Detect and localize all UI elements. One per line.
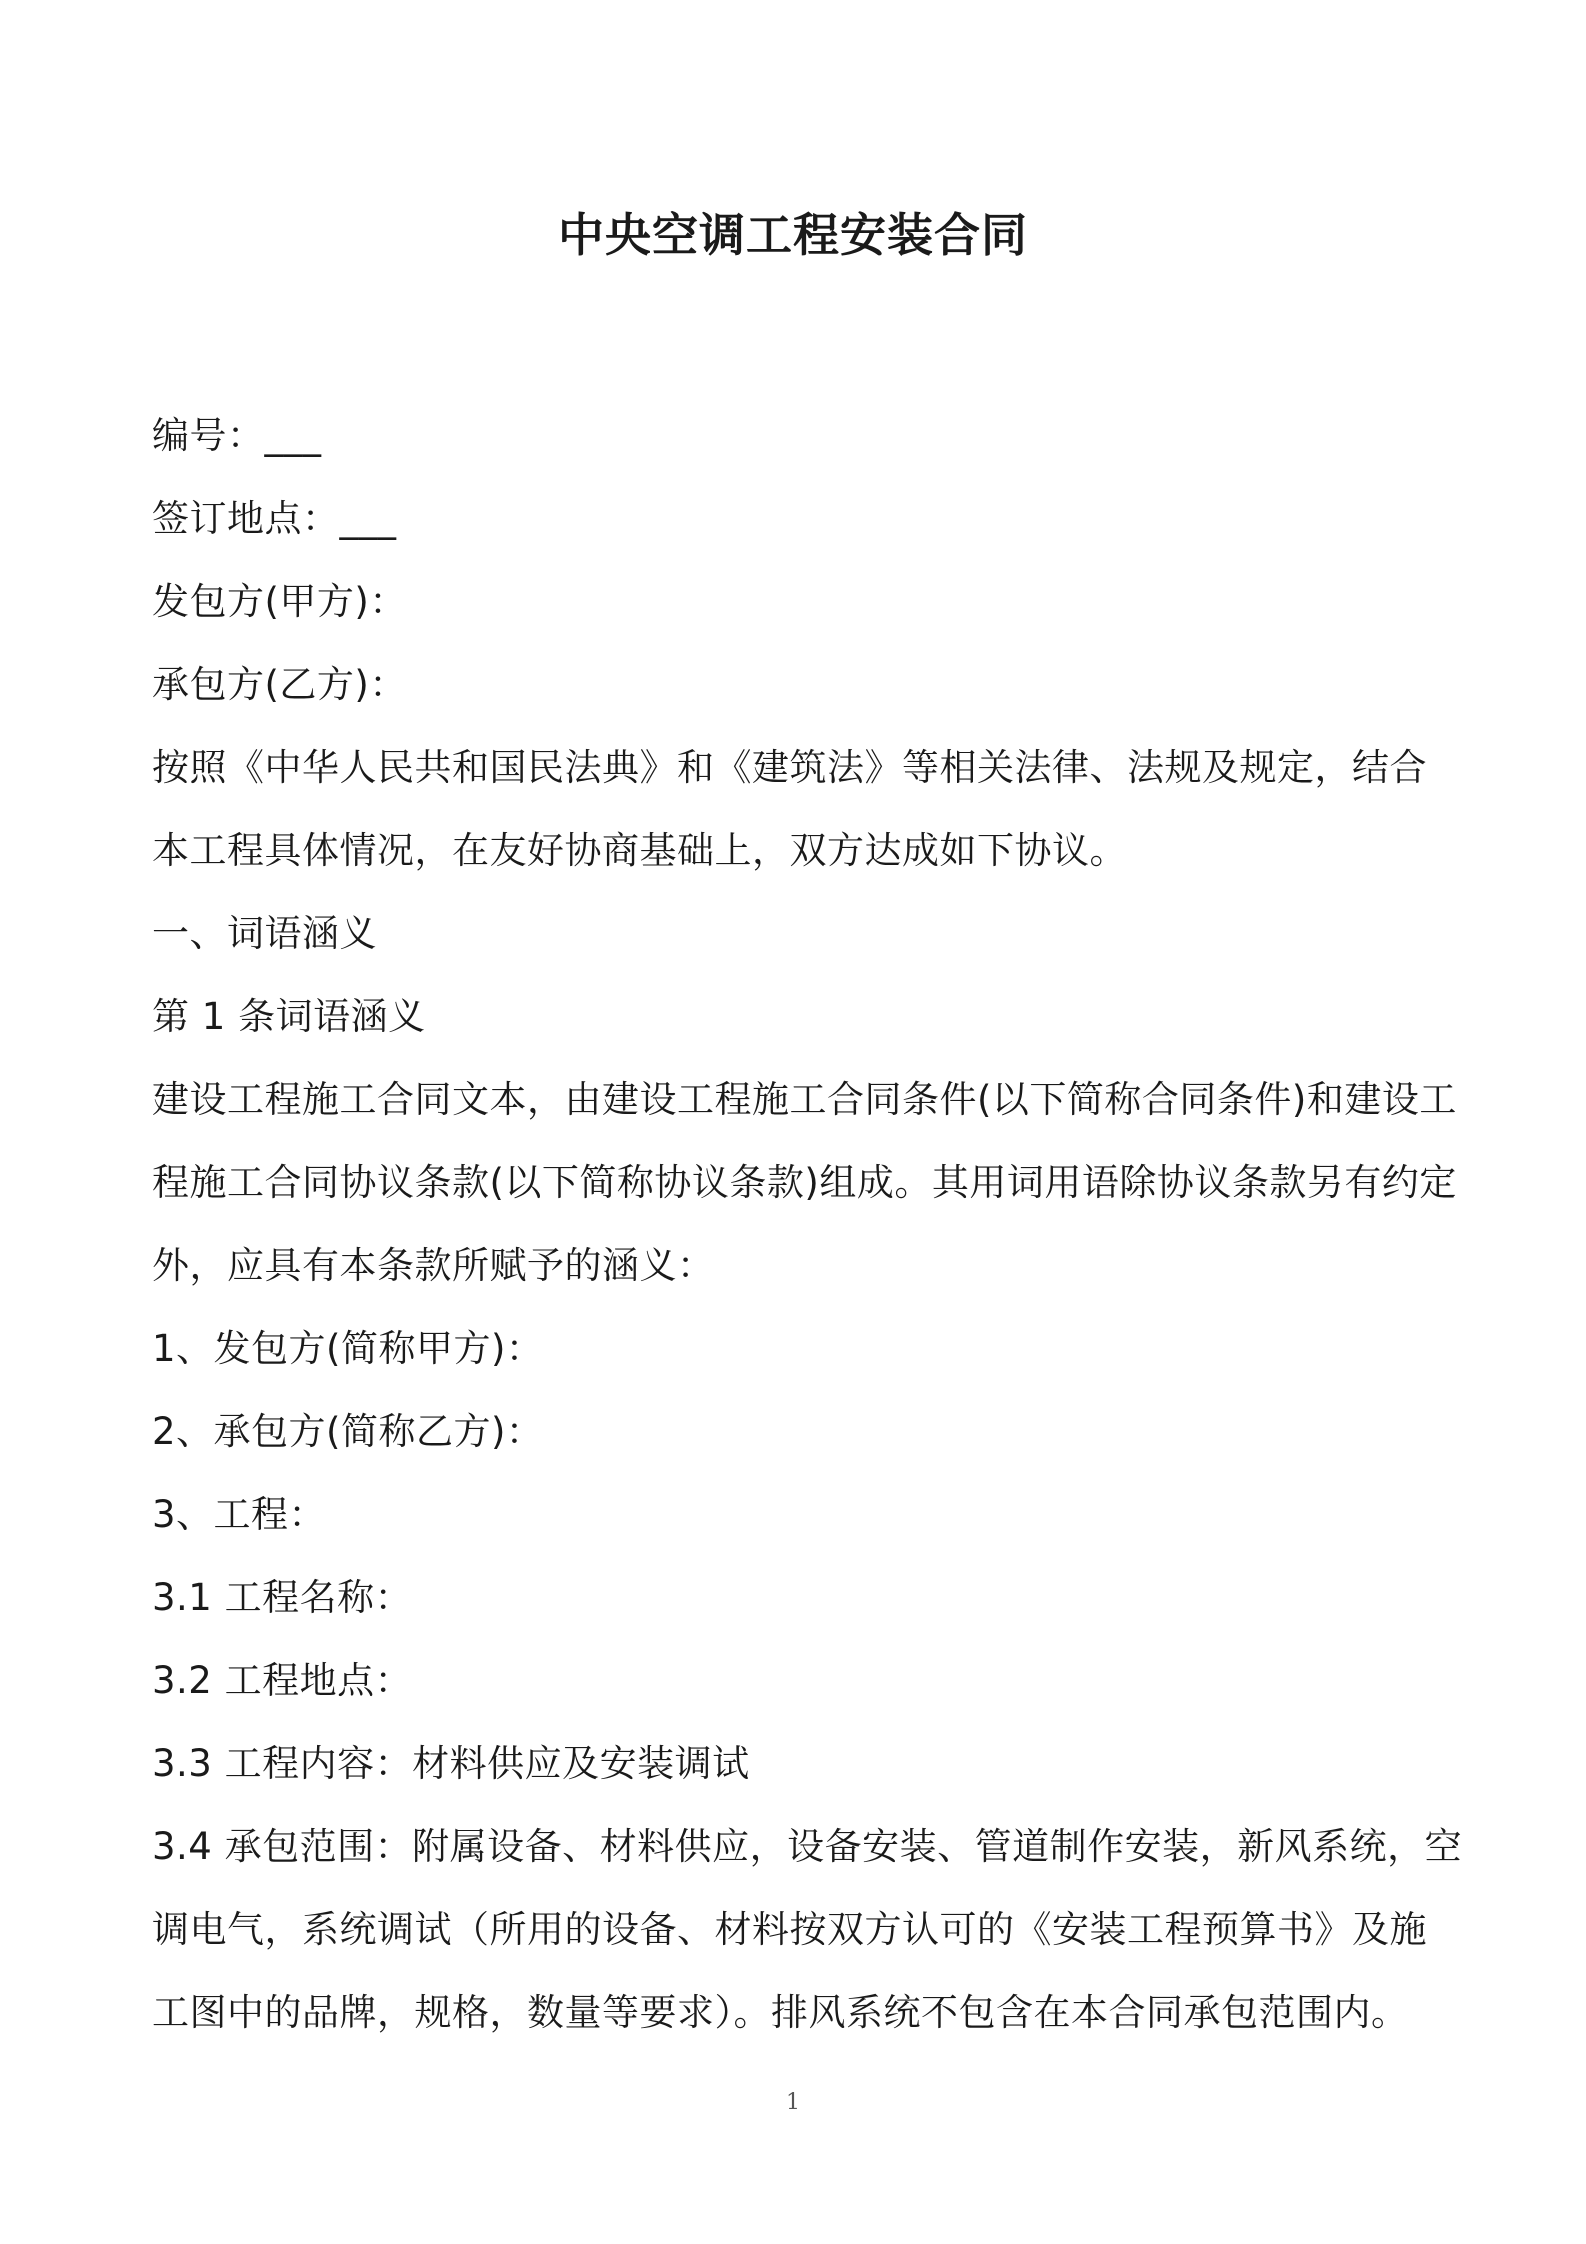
preamble-line-1: 按照《中华人民共和国民法典》和《建筑法》等相关法律、法规及规定，结合 bbox=[152, 746, 1427, 789]
signing-place-line: 签订地点：___ bbox=[152, 497, 397, 540]
article-1-paragraph-line-3: 外，应具有本条款所赋予的涵义： bbox=[152, 1244, 715, 1287]
item-3-project: 3、工程： bbox=[152, 1493, 327, 1536]
item-3-4-scope-line-1: 3.4 承包范围：附属设备、材料供应，设备安装、管道制作安装，新风系统，空 bbox=[152, 1825, 1463, 1868]
article-1-paragraph-line-1: 建设工程施工合同文本，由建设工程施工合同条件(以下简称合同条件)和建设工 bbox=[152, 1078, 1457, 1121]
document-title: 中央空调工程安装合同 bbox=[558, 208, 1028, 262]
item-3-1-project-name: 3.1 工程名称： bbox=[152, 1576, 413, 1619]
contract-number-line: 编号：___ bbox=[152, 414, 322, 457]
item-1-employer: 1、发包方(简称甲方)： bbox=[152, 1327, 544, 1370]
party-b-line: 承包方(乙方)： bbox=[152, 663, 407, 706]
section-heading-1: 一、词语涵义 bbox=[152, 912, 377, 955]
party-a-line: 发包方(甲方)： bbox=[152, 580, 407, 623]
document-body bbox=[152, 394, 1463, 2054]
item-3-4-scope-line-2: 调电气，系统调试（所用的设备、材料按双方认可的《安装工程预算书》及施 bbox=[152, 1908, 1427, 1951]
item-3-4-scope-line-3: 工图中的品牌，规格，数量等要求）。排风系统不包含在本合同承包范围内。 bbox=[152, 1991, 1409, 2034]
item-2-contractor: 2、承包方(简称乙方)： bbox=[152, 1410, 544, 1453]
article-1-heading: 第 1 条词语涵义 bbox=[152, 995, 426, 1038]
page-number: 1 bbox=[786, 2090, 800, 2115]
article-1-paragraph-line-2: 程施工合同协议条款(以下简称协议条款)组成。其用词用语除协议条款另有约定 bbox=[152, 1161, 1457, 1204]
item-3-2-project-location: 3.2 工程地点： bbox=[152, 1659, 413, 1702]
item-3-3-project-content: 3.3 工程内容：材料供应及安装调试 bbox=[152, 1742, 750, 1785]
preamble-line-2: 本工程具体情况，在友好协商基础上，双方达成如下协议。 bbox=[152, 829, 1127, 872]
